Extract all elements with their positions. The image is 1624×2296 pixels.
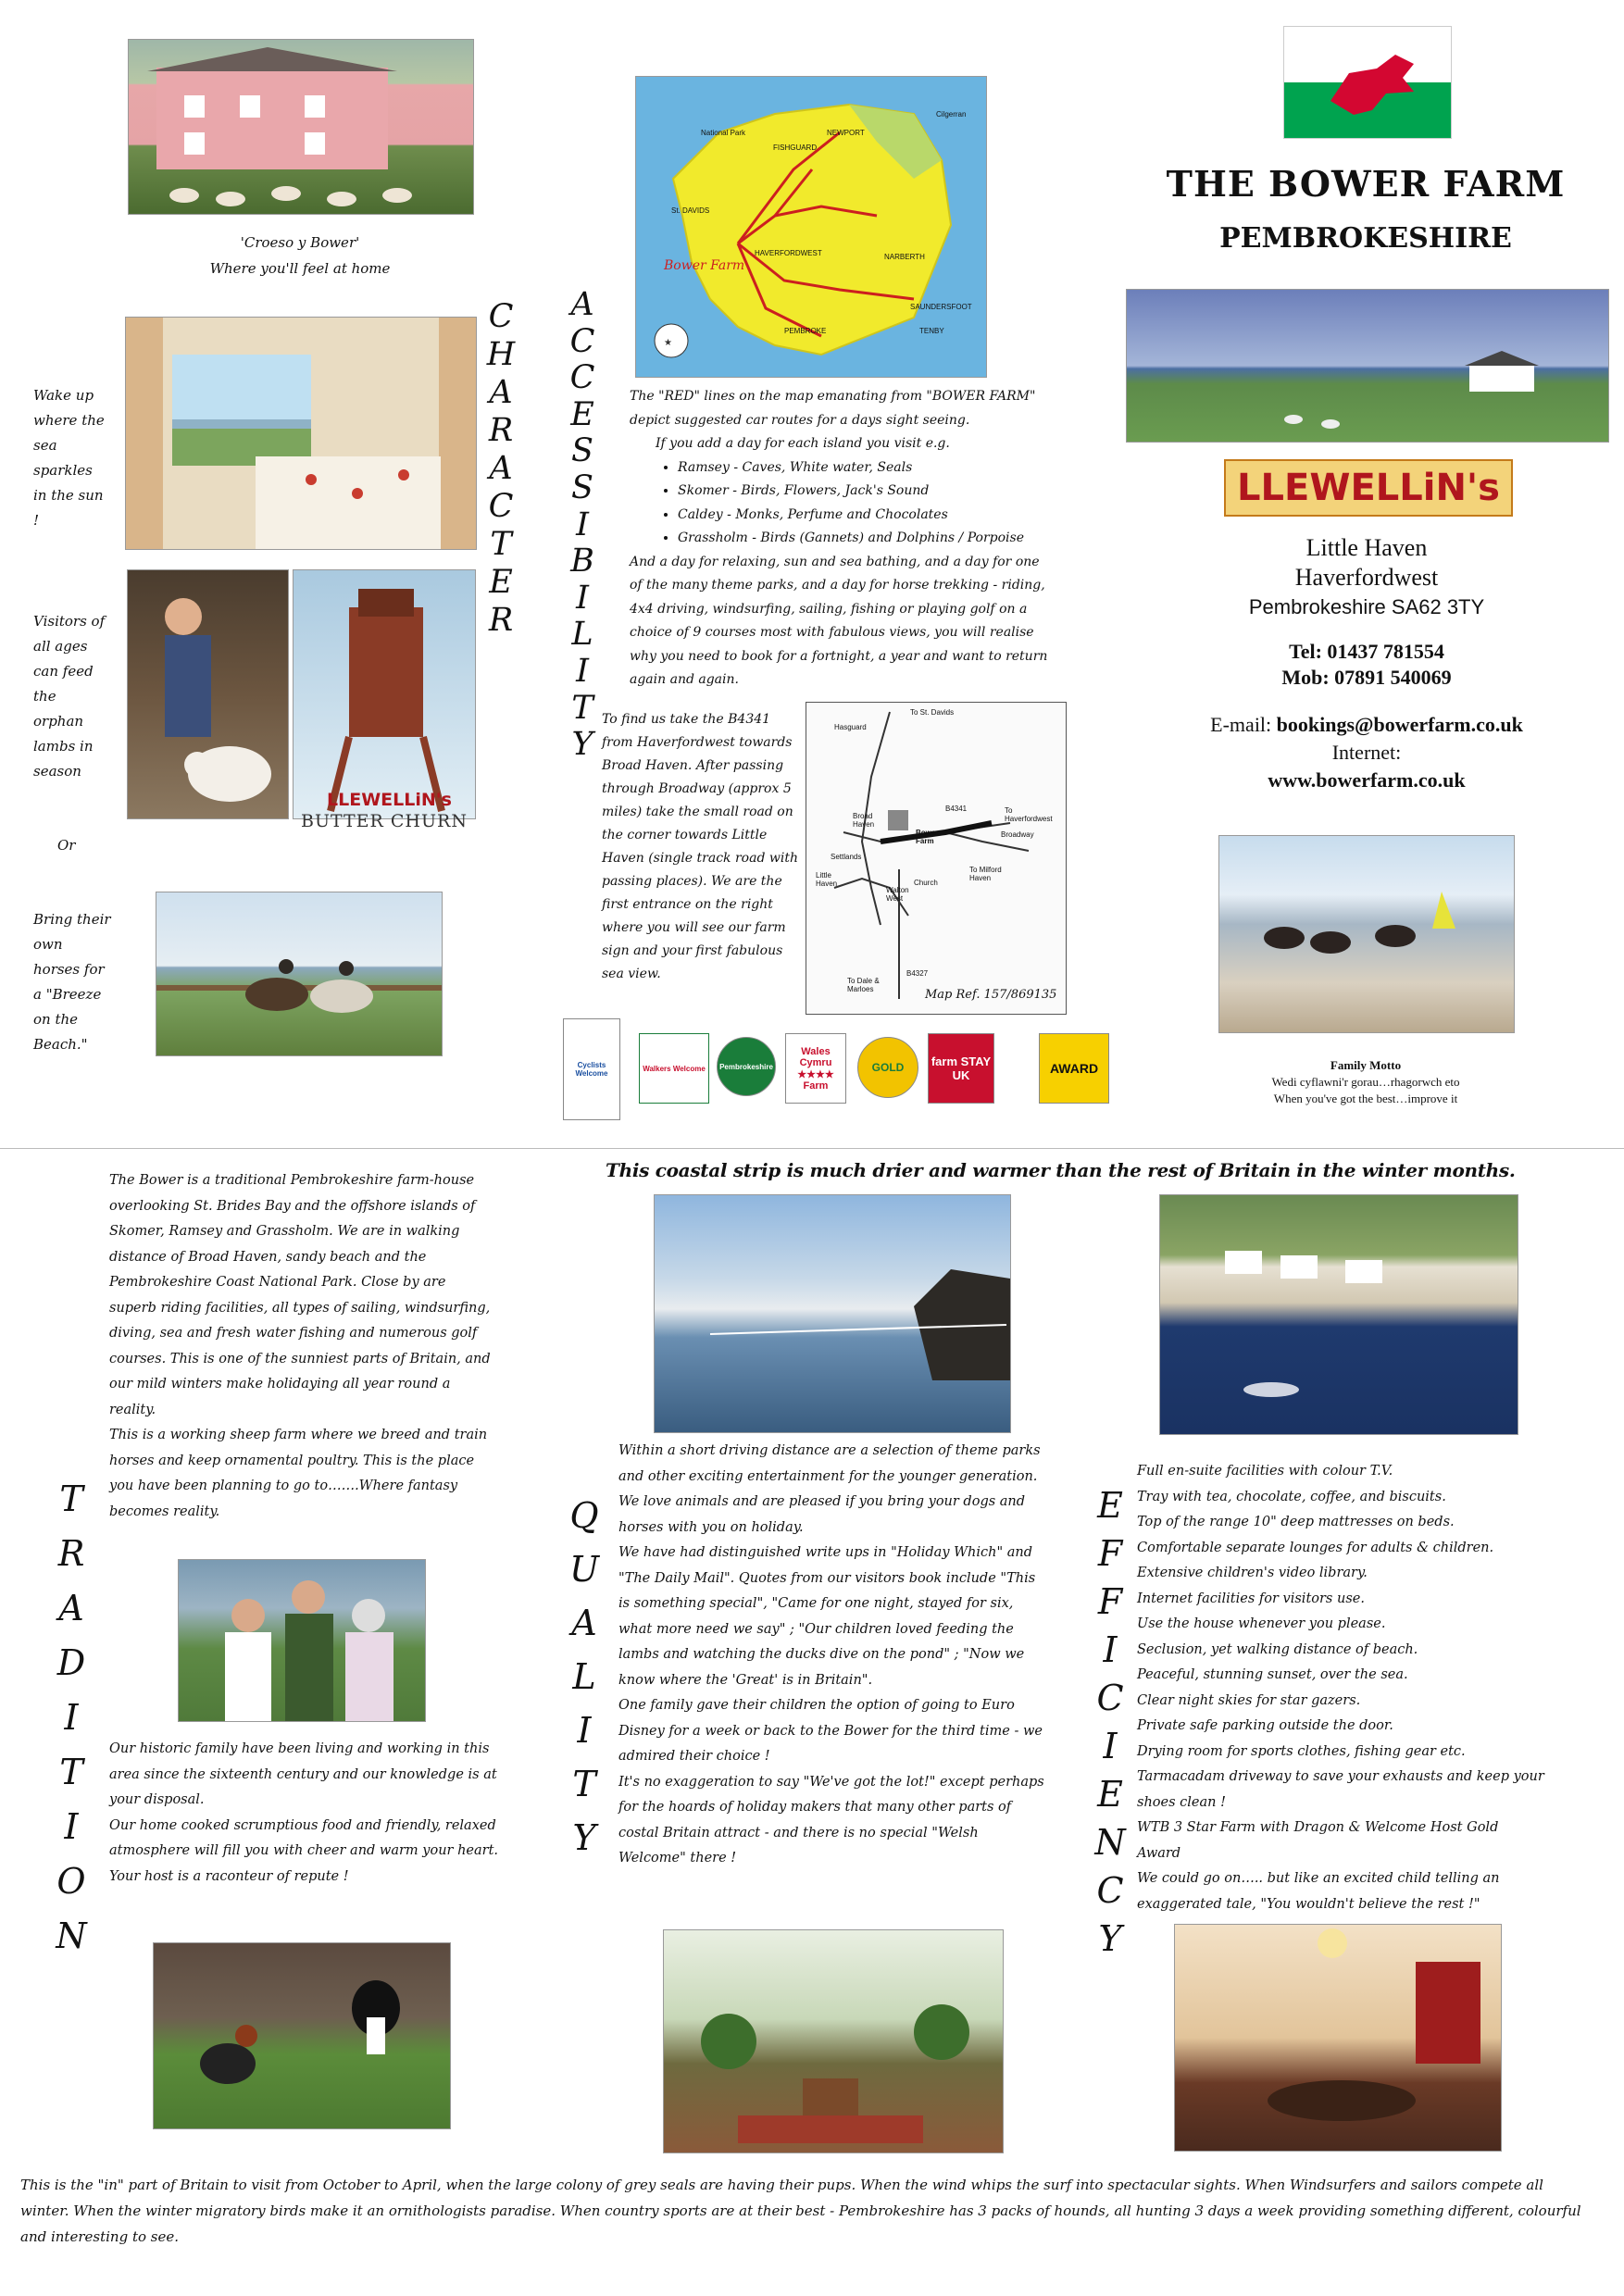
vertical-letter: T: [571, 689, 593, 727]
tradition-vertical: [48, 1472, 94, 1964]
vertical-letter: R: [488, 412, 514, 449]
vertical-letter: C: [1096, 1870, 1124, 1911]
efficiency-item: Comfortable separate lounges for adults & children.: [1137, 1540, 1494, 1555]
vertical-letter: Y: [572, 1817, 596, 1858]
fold-divider: [0, 1148, 1624, 1149]
efficiency-item: WTB 3 Star Farm with Dragon & Welcome Host Gold Award: [1137, 1820, 1499, 1861]
efficiency-list: [1137, 1459, 1544, 1917]
vertical-letter: U: [568, 1549, 600, 1590]
conservatory-photo: [663, 1929, 1004, 2153]
vertical-letter: F: [1097, 1581, 1123, 1622]
visitors-text: Visitors of all ages can feed the orphan lambs in season: [33, 613, 106, 780]
badge-walkers: Walkers Welcome: [639, 1033, 709, 1104]
local-label-bower-farm: Bower Farm: [916, 829, 939, 845]
efficiency-item: Clear night skies for star gazers.: [1137, 1692, 1361, 1708]
tradition-text-4: Our home cooked scrumptious food and friendly, relaxed atmosphere will fill you with cheer and warm your heart.: [109, 1817, 499, 1858]
local-label-b4341: B4341: [945, 805, 968, 813]
efficiency-item: Full en-suite facilities with colour T.V.: [1137, 1464, 1393, 1479]
map-label-newport: NEWPORT: [827, 129, 865, 137]
vertical-letter: A: [489, 450, 513, 487]
motto-english: When you've got the best…improve it: [1273, 1092, 1458, 1105]
vertical-letter: A: [570, 286, 594, 323]
website-link[interactable]: www.bowerfarm.co.uk: [1268, 768, 1466, 792]
local-label-settlands: Settlands: [831, 853, 862, 861]
quality-text-5: It's no exaggeration to say "We've got the lot!" except perhaps for the hoards of holiday makers that many other parts of costal Britain attract - and there is no special "Welsh Welcome" there !: [618, 1774, 1044, 1866]
vertical-letter: C: [1096, 1678, 1124, 1718]
map-label-pembroke: PEMBROKE: [784, 327, 827, 335]
badge-pembrokeshire: Pembrokeshire: [717, 1037, 776, 1096]
local-label-broad-haven: Broad Haven: [853, 812, 875, 829]
or-text: Or: [57, 837, 76, 854]
local-label-hasguard: Hasguard: [834, 723, 867, 731]
email-label: E-mail:: [1210, 713, 1277, 736]
local-label-little-haven: Little Haven: [816, 871, 838, 888]
internet-label: Internet:: [1331, 741, 1402, 764]
vertical-letter: Y: [571, 726, 593, 764]
tradition-text-1: The Bower is a traditional Pembrokeshire farm-house overlooking St. Brides Bay and the offshore islands of Skomer, Ramsey and Grassholm. We are in walking distance of Broad Haven, sandy beach and the Pembrokeshire Coast National Park. Close by are superb riding facilities, all types of sailing, windsurfing, diving, sea and fresh water fishing and numerous golf courses. This is one of the sunniest parts of Britain, and our mild winters make holidaying all year round a reality.: [109, 1173, 491, 1417]
local-label-church: Church: [914, 879, 938, 887]
vertical-letter: T: [59, 1752, 83, 1792]
efficiency-item: Use the house whenever you please.: [1137, 1616, 1386, 1631]
motto-welsh: Wedi cyflawni'r gorau…rhagorwch eto: [1271, 1075, 1460, 1089]
efficiency-item: Tarmacadam driveway to save your exhausts and keep your shoes clean !: [1137, 1769, 1544, 1810]
local-label-b4327: B4327: [906, 969, 929, 978]
map-label-narberth: NARBERTH: [884, 253, 925, 261]
island-grassholm: • Grassholm - Birds (Gannets) and Dolphins / Porpoise: [678, 527, 1050, 551]
map-label-st-davids: St. DAVIDS: [671, 206, 710, 215]
butter-churn-photo: [293, 569, 476, 819]
vertical-letter: T: [490, 526, 512, 563]
vertical-letter: F: [1097, 1533, 1123, 1574]
local-label-st-davids: To St. Davids: [910, 708, 955, 717]
tradition-text-3: Our historic family have been living and working in this area since the sixteenth century and our knowledge is at your disposal.: [109, 1741, 497, 1807]
farm-title: THE BOWER FARM: [1166, 163, 1566, 205]
local-label-dale-marloes: To Dale & Marloes: [847, 977, 880, 993]
vertical-letter: A: [489, 374, 513, 411]
efficiency-item: Drying room for sports clothes, fishing gear etc.: [1137, 1743, 1466, 1759]
vertical-letter: E: [570, 395, 594, 433]
island-caldey: • Caldey - Monks, Perfume and Chocolates: [678, 504, 1050, 528]
directions-text: To find us take the B4341 from Haverfordwest towards Broad Haven. After passing through Broadway (approx 5 miles) take the small road on the corner towards Little Haven (single track road with passing places). We are the first entrance on the right where you will see our farm sign and your first fabulous sea view.: [602, 712, 798, 981]
vertical-letter: S: [571, 468, 593, 506]
vertical-letter: I: [576, 505, 589, 543]
route-outro: And a day for relaxing, sun and sea bathing, and a day for one of the many theme parks, and a day for horse trekking - riding, 4x4 driving, windsurfing, sailing, fishing or playing golf on a choice of 9 courses most with fabulous views, you will realise why you need to book for a fortnight, a year and want to return again and again.: [630, 554, 1048, 687]
svg-text:★: ★: [664, 338, 672, 348]
island-ramsey: • Ramsey - Caves, White water, Seals: [678, 456, 1050, 480]
vertical-letter: R: [57, 1533, 85, 1574]
photo-caption-home: Where you'll feel at home: [209, 260, 391, 277]
vertical-letter: E: [1097, 1485, 1123, 1526]
vertical-letter: T: [59, 1479, 83, 1519]
telephone: Tel: 01437 781554: [1289, 640, 1444, 663]
address-line-3: Pembrokeshire SA62 3TY: [1248, 595, 1485, 618]
map-label-bower-farm: Bower Farm: [664, 258, 745, 273]
vertical-letter: L: [572, 1656, 596, 1697]
photo-caption-croeso: 'Croeso y Bower': [240, 234, 360, 251]
pembrokeshire-map: [635, 76, 987, 378]
vertical-letter: I: [576, 579, 589, 617]
rocky-beach-photo: [654, 1194, 1011, 1433]
map-label-national-park: National Park: [701, 129, 746, 137]
efficiency-item: Seclusion, yet walking distance of beach.: [1137, 1641, 1418, 1657]
wake-up-text: Wake up where the sea sparkles in the sun !: [33, 387, 105, 529]
vertical-letter: Y: [1098, 1918, 1122, 1959]
badge-award: AWARD: [1039, 1033, 1109, 1104]
map-reference: Map Ref. 157/869135: [925, 988, 1057, 1002]
efficiency-item: Peaceful, stunning sunset, over the sea.: [1137, 1667, 1408, 1682]
dining-room-photo: [1174, 1924, 1502, 2152]
efficiency-item: Private safe parking outside the door.: [1137, 1718, 1393, 1733]
efficiency-item: Extensive children's video library.: [1137, 1566, 1368, 1580]
bedroom-photo: [125, 317, 477, 550]
character-vertical: [478, 298, 524, 640]
accessibility-vertical: [561, 287, 604, 764]
quality-vertical: [561, 1489, 607, 1865]
bring-horses-text: Bring their own horses for a "Breeze on the Beach.": [33, 911, 111, 1053]
map-label-tenby: TENBY: [919, 327, 944, 335]
harbour-photo: [1159, 1194, 1518, 1435]
map-label-fishguard: FISHGUARD: [773, 144, 818, 152]
efficiency-vertical: [1087, 1481, 1133, 1963]
vertical-letter: N: [1094, 1822, 1126, 1863]
vertical-letter: R: [488, 602, 514, 639]
vertical-letter: C: [569, 359, 595, 397]
email-link[interactable]: bookings@bowerfarm.co.uk: [1276, 713, 1523, 736]
llewellins-logo: LLEWELLiN's: [1224, 459, 1513, 517]
vertical-letter: N: [56, 1915, 87, 1956]
vertical-letter: C: [488, 488, 514, 525]
vertical-letter: C: [488, 298, 514, 335]
map-label-cilgerran: Cilgerran: [936, 110, 967, 119]
tradition-text-2: This is a working sheep farm where we breed and train horses and keep ornamental poultry. This is the place you have been planning to go to…….Where fantasy becomes reality.: [109, 1428, 488, 1519]
island-skomer: • Skomer - Birds, Flowers, Jack's Sound: [678, 480, 1050, 504]
badge-cyclists-walkers: Cyclists Welcome: [563, 1018, 620, 1120]
farm-subtitle: PEMBROKESHIRE: [1219, 222, 1512, 255]
vertical-letter: B: [570, 543, 594, 580]
vertical-letter: A: [58, 1588, 84, 1628]
vertical-letter: I: [577, 1710, 592, 1751]
quality-text-1: Within a short driving distance are a selection of theme parks and other exciting entertainment for the younger generation.: [618, 1443, 1041, 1484]
route-islands-intro: If you add a day for each island you visit e.g.: [656, 436, 950, 451]
vertical-letter: D: [56, 1642, 86, 1683]
vertical-letter: I: [1103, 1629, 1118, 1670]
vertical-letter: Q: [569, 1495, 599, 1536]
butter-churn-label: BUTTER CHURN: [301, 811, 468, 831]
girl-lamb-photo: [127, 569, 289, 819]
vertical-letter: S: [571, 432, 593, 470]
rooster-dog-photo: [153, 1942, 451, 2129]
badge-farm-stay: farm STAY UK: [928, 1033, 994, 1104]
family-photo: [178, 1559, 426, 1722]
local-label-broadway: Broadway: [1001, 830, 1034, 839]
vertical-letter: E: [1097, 1774, 1123, 1815]
tradition-text-5: Your host is a raconteur of repute !: [109, 1868, 349, 1884]
local-label-walton-west: Walton West: [886, 886, 909, 903]
vertical-letter: L: [571, 616, 593, 654]
vertical-letter: T: [572, 1764, 596, 1804]
local-label-to-haverfordwest: To Haverfordwest: [1005, 806, 1053, 823]
vertical-letter: O: [56, 1861, 86, 1902]
vertical-letter: I: [576, 652, 589, 690]
beach-riders-photo: [1218, 835, 1515, 1033]
vertical-letter: I: [64, 1806, 79, 1847]
horses-photo: [156, 892, 443, 1056]
headline: This coastal strip is much drier and warmer than the rest of Britain in the winter months.: [606, 1159, 1516, 1181]
coast-panorama-photo: [1126, 289, 1609, 443]
quality-text-2: We love animals and are pleased if you bring your dogs and horses with you on holiday.: [618, 1494, 1026, 1535]
vertical-letter: I: [1103, 1726, 1118, 1766]
farmhouse-photo: [128, 39, 474, 215]
vertical-letter: A: [571, 1603, 597, 1643]
footer-text: This is the "in" part of Britain to visit from October to April, when the large colony of grey seals are having their pups. When the wind whips the surf into spectacular sights. When Windsurfers and sailors compete all winter. When the winter migratory birds make it an ornithologists paradise. When country sports are at their best - Pembrokeshire has 3 packs of hounds, all hunting 3 days a week providing something different, colourful and interesting to see.: [20, 2177, 1581, 2245]
map-label-haverfordwest: HAVERFORDWEST: [755, 249, 822, 257]
motto-title: Family Motto: [1330, 1058, 1402, 1072]
quality-text-4: One family gave their children the option of going to Euro Disney for a week or back to the Bower for the third time - we admired their choice !: [618, 1698, 1043, 1764]
vertical-letter: H: [486, 336, 516, 373]
vertical-letter: E: [489, 564, 513, 601]
vertical-letter: I: [64, 1697, 79, 1738]
address-line-1: Little Haven: [1305, 534, 1428, 561]
welsh-flag: [1283, 26, 1452, 139]
map-label-saundersfoot: SAUNDERSFOOT: [910, 303, 972, 311]
efficiency-item: We could go on….. but like an excited child telling an exaggerated tale, "You wouldn't believe the rest !": [1137, 1871, 1500, 1912]
butter-churn-brand: LLEWELLiN's: [327, 790, 452, 810]
route-intro: The "RED" lines on the map emanating from "BOWER FARM" depict suggested car routes for a days sight seeing.: [630, 389, 1036, 428]
address-line-2: Haverfordwest: [1294, 564, 1439, 591]
efficiency-item: Tray with tea, chocolate, coffee, and biscuits.: [1137, 1489, 1446, 1504]
vertical-letter: C: [569, 322, 595, 360]
quality-text-3: We have had distinguished write ups in "Holiday Which" and "The Daily Mail". Quotes from our visitors book include "This is something special", "Came for one night, stayed for six, what more need we say" ; "Our children loved feeding the lambs and watching the ducks dive on the pond" ; "Now we know where the 'Great' is in Britain".: [618, 1545, 1036, 1688]
badge-gold: GOLD: [857, 1037, 918, 1098]
mobile: Mob: 07891 540069: [1281, 666, 1452, 689]
badge-wales-farm: Wales Cymru ★★★★ Farm: [785, 1033, 846, 1104]
efficiency-item: Internet facilities for visitors use.: [1137, 1591, 1365, 1606]
local-map: [806, 702, 1067, 1015]
efficiency-item: Top of the range 10" deep mattresses on beds.: [1137, 1515, 1455, 1529]
local-label-milford-haven: To Milford Haven: [969, 866, 1002, 882]
